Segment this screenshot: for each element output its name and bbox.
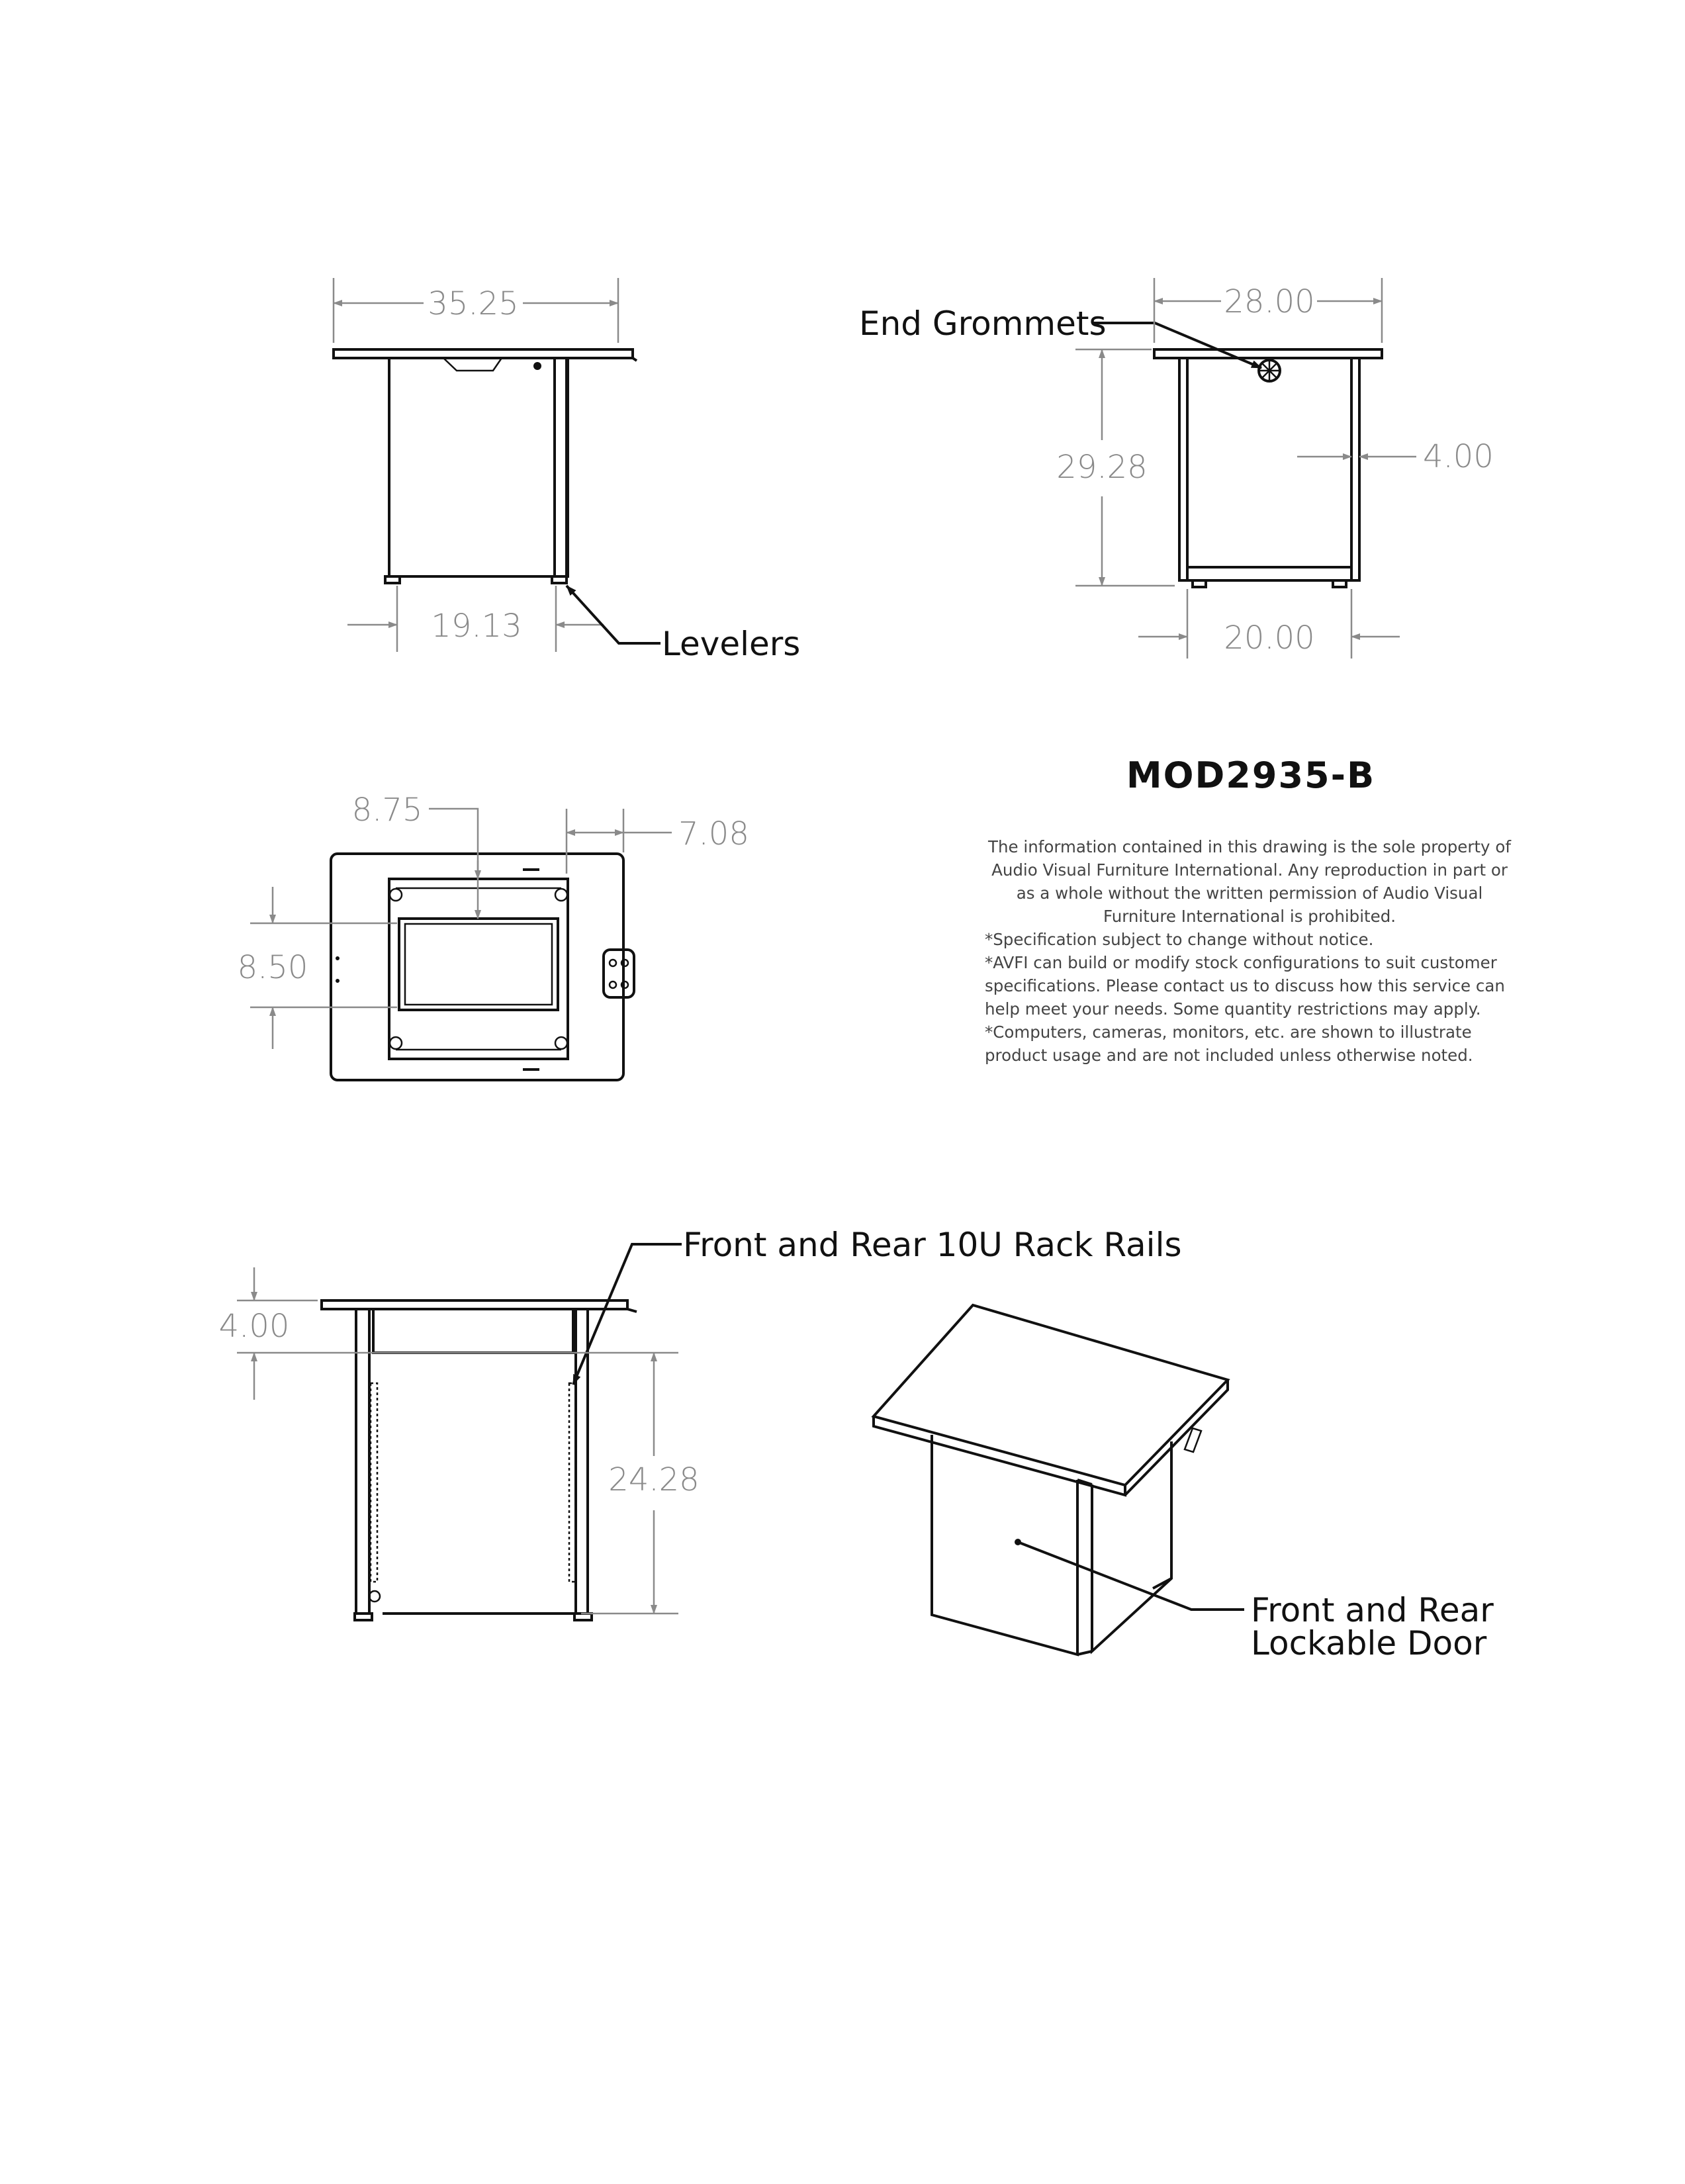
- dim-top-opening: 8.50: [237, 949, 308, 986]
- notes-property-line: Audio Visual Furniture International. Any reproduction in part or: [991, 860, 1508, 880]
- top-opening-inner: [405, 924, 552, 1005]
- dim-top-side-offset: 7.08: [678, 815, 749, 852]
- rack-rails-leader: [573, 1244, 682, 1385]
- notes-spec: *Specification subject to change without notice.: [985, 930, 1374, 949]
- dim-side-height: 29.28: [1056, 449, 1148, 486]
- lockable-door-label-2: Lockable Door: [1251, 1624, 1487, 1662]
- notes-custom-line: help meet your needs. Some quantity restrictions may apply.: [985, 999, 1481, 1019]
- side-leveler-left: [1193, 580, 1206, 587]
- rack-overhang: [627, 1309, 637, 1312]
- dim-top-rail-offset: 8.75: [351, 792, 423, 829]
- front-leveler-left: [385, 576, 400, 583]
- dim-arrow: [429, 809, 478, 919]
- top-dot: [336, 956, 340, 960]
- notes-block: [985, 835, 1514, 1067]
- side-post-right: [1351, 358, 1359, 580]
- top-corner-bolt: [390, 889, 402, 901]
- notes-property-line: The information contained in this drawing is the sole property of: [988, 837, 1511, 856]
- model-title: MOD2935-B: [1126, 754, 1376, 796]
- dim-rack-height: 24.28: [608, 1461, 700, 1498]
- rack-rail-left: [371, 1383, 377, 1582]
- rack-post-left: [356, 1309, 369, 1614]
- top-corner-bolt: [555, 889, 567, 901]
- rack-leveler-left: [355, 1614, 372, 1620]
- notes-illustrate-line: *Computers, cameras, monitors, etc. are shown to illustrate: [985, 1023, 1472, 1042]
- notes-property-line: Furniture International is prohibited.: [1103, 907, 1396, 926]
- iso-corner-base: [1077, 1651, 1092, 1655]
- top-bracket-hole: [610, 981, 616, 988]
- front-leveler-right: [552, 576, 567, 583]
- top-corner-bolt: [390, 1037, 402, 1049]
- rack-rails-label: Front and Rear 10U Rack Rails: [683, 1226, 1182, 1264]
- dim-side-depth: 28.00: [1224, 283, 1315, 320]
- lockable-door-label-1: Front and Rear: [1251, 1591, 1494, 1629]
- notes-illustrate-line: product usage and are not included unless otherwise noted.: [985, 1046, 1473, 1065]
- rack-leveler-right: [574, 1614, 592, 1620]
- notes-property-line: as a whole without the written permission of Audio Visual: [1016, 884, 1483, 903]
- rack-view: [219, 1226, 1182, 1620]
- levelers-label: Levelers: [662, 625, 801, 663]
- iso-desktop-top: [874, 1305, 1228, 1485]
- front-grommet: [533, 362, 541, 370]
- top-bracket-hole: [610, 960, 616, 966]
- rack-latch: [369, 1591, 380, 1602]
- front-view: [334, 278, 800, 663]
- front-leg: [555, 358, 567, 576]
- levelers-leader: [567, 586, 660, 643]
- notes-custom-line: specifications. Please contact us to discuss how this service can: [985, 976, 1505, 995]
- front-cutout: [443, 358, 502, 371]
- front-overhang: [633, 358, 637, 361]
- dim-side-offset: 4.00: [1423, 438, 1494, 475]
- side-frame: [1179, 358, 1359, 580]
- iso-cabinet-side: [1092, 1441, 1171, 1651]
- dim-rack-top: 4.00: [218, 1308, 290, 1345]
- rack-apron: [373, 1309, 573, 1353]
- side-leveler-right: [1333, 580, 1346, 587]
- side-post-left: [1179, 358, 1187, 580]
- top-corner-bolt: [555, 1037, 567, 1049]
- dim-side-base: 20.00: [1224, 619, 1315, 657]
- dim-front-leg-span: 19.13: [431, 608, 522, 645]
- dim-front-width: 35.25: [428, 285, 519, 322]
- end-grommets-label: End Grommets: [859, 304, 1107, 343]
- front-cabinet: [389, 358, 568, 576]
- top-bracket: [604, 950, 634, 997]
- isometric-view: [874, 1305, 1494, 1662]
- top-opening: [399, 919, 558, 1010]
- side-view: [859, 278, 1494, 659]
- notes-custom-line: *AVFI can build or modify stock configurations to suit customer: [985, 953, 1497, 972]
- top-view: [238, 792, 749, 1080]
- top-dot: [336, 979, 340, 983]
- end-grommet-icon: [1259, 360, 1280, 381]
- lockable-door-leader: [1018, 1542, 1244, 1610]
- iso-cabinet-front: [932, 1435, 1077, 1655]
- grommets-leader: [1093, 323, 1261, 368]
